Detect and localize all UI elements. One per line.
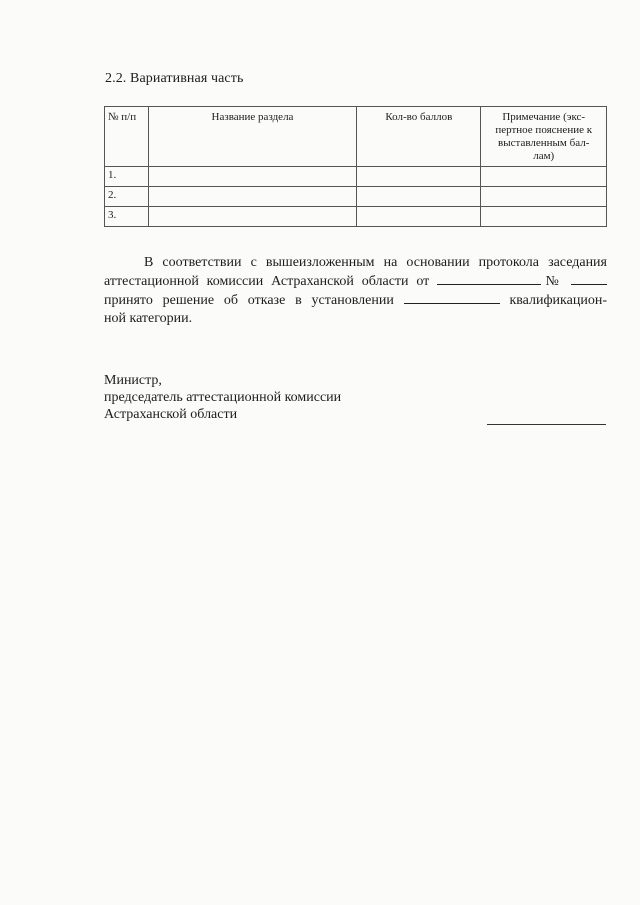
signature-position: председатель аттестационной комиссии bbox=[104, 390, 342, 405]
section-heading: 2.2. Вариативная часть bbox=[105, 71, 244, 86]
header-note-line: лам) bbox=[533, 150, 555, 162]
row-section-name bbox=[148, 167, 357, 187]
row-section-name bbox=[148, 187, 357, 207]
header-note-line: Примечание (экс- bbox=[502, 111, 586, 123]
paragraph-line: В соответствии с вышеизложенным на основании протокола заседания bbox=[144, 255, 607, 270]
row-number: 2. bbox=[105, 187, 149, 207]
header-note bbox=[481, 107, 607, 167]
paragraph-line: ной категории. bbox=[104, 311, 193, 326]
header-section-name: Название раздела bbox=[148, 107, 357, 167]
row-points bbox=[357, 167, 481, 187]
decision-paragraph bbox=[104, 254, 607, 328]
row-points bbox=[357, 207, 481, 227]
header-points: Кол-во баллов bbox=[357, 107, 481, 167]
scores-table bbox=[104, 106, 607, 227]
row-section-name bbox=[148, 207, 357, 227]
signature-region: Астраханской области bbox=[104, 407, 238, 422]
table-row bbox=[105, 207, 607, 227]
category-blank bbox=[404, 291, 500, 304]
table-header-row bbox=[105, 107, 607, 167]
paragraph-text: квалификацион- bbox=[509, 293, 607, 308]
number-sign: № bbox=[541, 274, 564, 289]
row-note bbox=[481, 167, 607, 187]
table-row bbox=[105, 187, 607, 207]
row-number: 3. bbox=[105, 207, 149, 227]
paragraph-text: принято решение об отказе в установлении bbox=[104, 293, 394, 308]
paragraph-line bbox=[104, 272, 607, 291]
table-row bbox=[105, 167, 607, 187]
header-number: № п/п bbox=[105, 107, 149, 167]
signature-line bbox=[487, 424, 606, 425]
row-note bbox=[481, 187, 607, 207]
signature-block bbox=[104, 372, 341, 423]
paragraph-line bbox=[104, 291, 607, 310]
signature-title: Министр, bbox=[104, 373, 162, 388]
protocol-number-blank bbox=[571, 272, 607, 285]
protocol-date-blank bbox=[437, 272, 541, 285]
paragraph-text: аттестационной комиссии Астраханской области от bbox=[104, 274, 430, 289]
header-note-line: выставленным бал- bbox=[498, 137, 590, 149]
row-points bbox=[357, 187, 481, 207]
row-note bbox=[481, 207, 607, 227]
row-number: 1. bbox=[105, 167, 149, 187]
header-note-line: пертное пояснение к bbox=[495, 124, 593, 136]
